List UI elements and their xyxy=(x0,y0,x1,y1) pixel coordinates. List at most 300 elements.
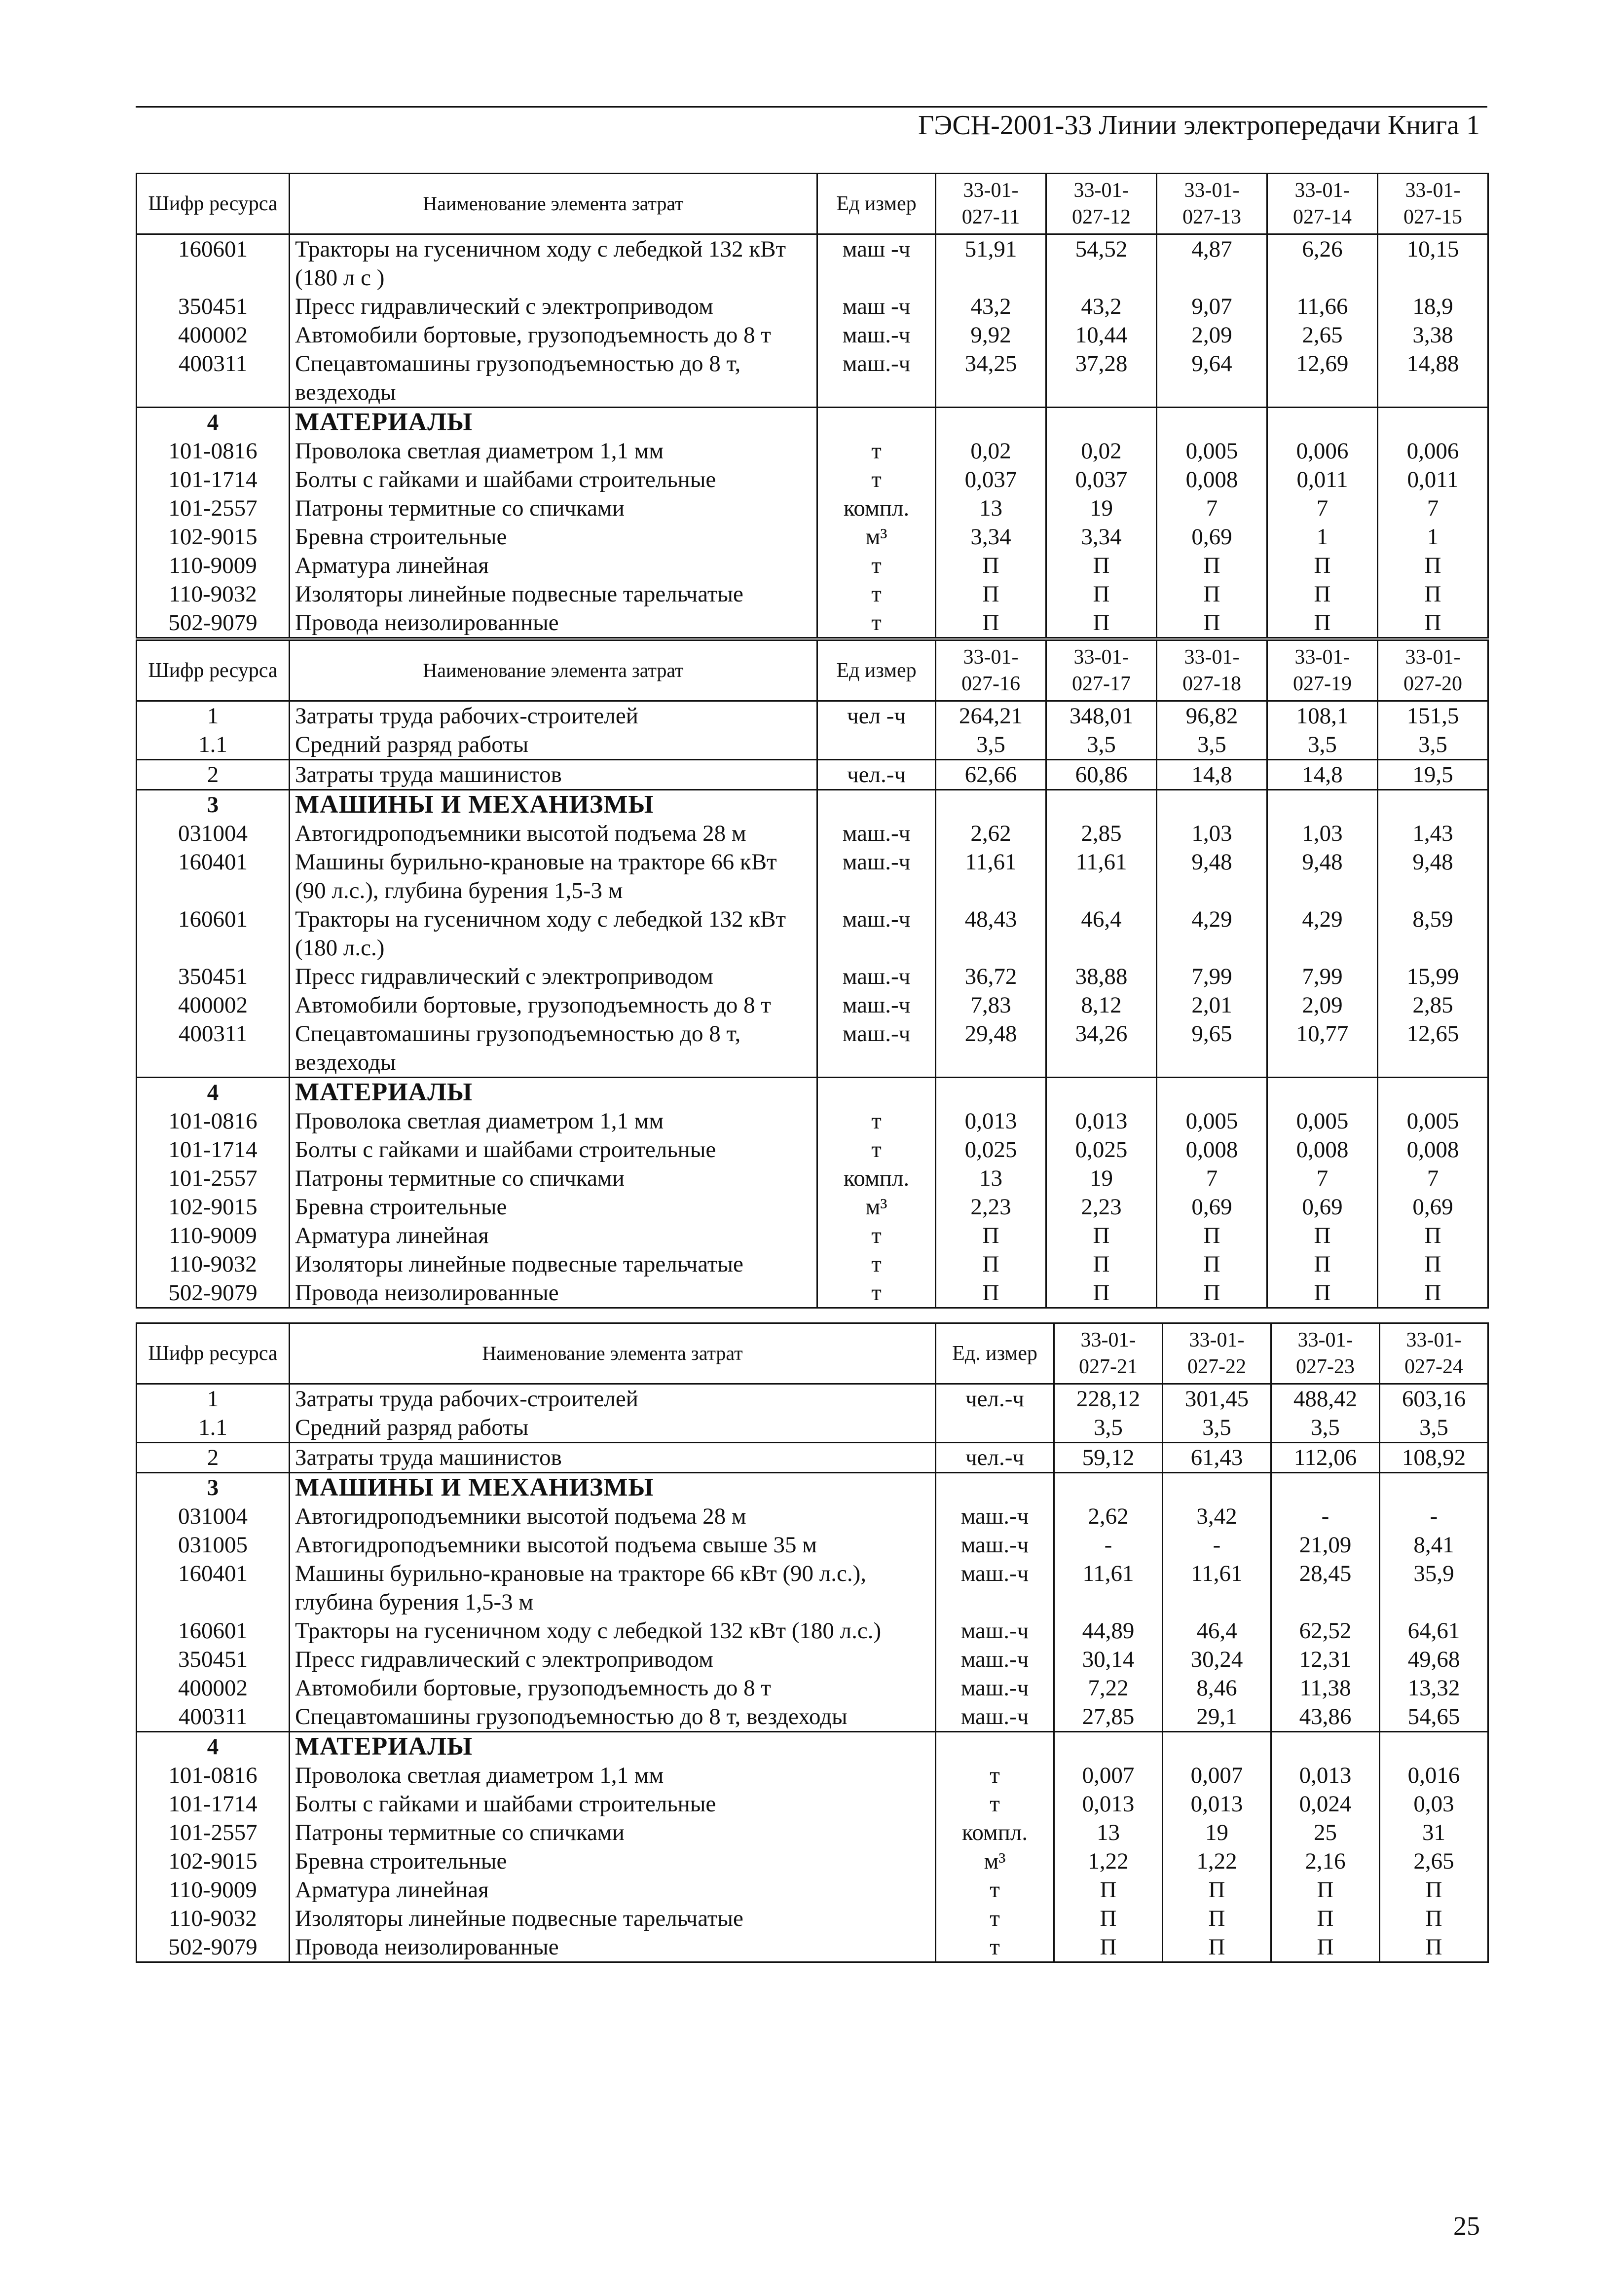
norm-value: 12,69 xyxy=(1267,349,1378,408)
resource-code: 400002 xyxy=(137,321,290,349)
norm-value: П xyxy=(1157,608,1267,638)
resource-code: 350451 xyxy=(137,292,290,321)
header-row xyxy=(137,174,1488,234)
resource-code: 1 xyxy=(137,701,290,731)
norm-value: 2,85 xyxy=(1378,991,1488,1019)
norm-value: П xyxy=(1157,1221,1267,1250)
resource-code: 1 xyxy=(137,1384,290,1414)
table-row xyxy=(137,408,1488,437)
resource-code: 502-9079 xyxy=(137,1933,290,1962)
resource-unit: м³ xyxy=(936,1847,1054,1876)
header-norm-code: 33-01- 027-16 xyxy=(936,640,1046,701)
norm-value: П xyxy=(1054,1876,1163,1904)
resource-name: МАТЕРИАЛЫ xyxy=(290,408,817,437)
resource-code: 160401 xyxy=(137,848,290,905)
resource-name: Проволока светлая диаметром 1,1 мм xyxy=(290,437,817,465)
resource-unit: маш.-ч xyxy=(817,321,936,349)
resource-code: 110-9032 xyxy=(137,580,290,608)
norm-value: 0,005 xyxy=(1267,1107,1378,1135)
cost-table-3 xyxy=(136,1322,1489,1963)
norm-value: 7 xyxy=(1378,1164,1488,1193)
resource-unit: компл. xyxy=(817,494,936,523)
header-row xyxy=(137,640,1488,701)
resource-code: 160601 xyxy=(137,905,290,962)
norm-value: 2,01 xyxy=(1157,991,1267,1019)
resource-unit: м³ xyxy=(817,523,936,551)
resource-unit: чел.-ч xyxy=(817,760,936,790)
norm-value: 7 xyxy=(1267,494,1378,523)
norm-value: 4,87 xyxy=(1157,234,1267,293)
norm-value: 0,69 xyxy=(1157,1193,1267,1221)
norm-value: 3,34 xyxy=(936,523,1046,551)
norm-value: 8,46 xyxy=(1163,1674,1271,1702)
resource-name: Изоляторы линейные подвесные тарельчатые xyxy=(290,580,817,608)
header-norm-code: 33-01- 027-21 xyxy=(1054,1323,1163,1384)
norm-value: 1 xyxy=(1378,523,1488,551)
norm-value: 6,26 xyxy=(1267,234,1378,293)
resource-name: Автогидроподъемники высотой подъема свыше 35 м xyxy=(290,1531,936,1559)
norm-value xyxy=(1046,408,1157,437)
table-row xyxy=(137,349,1488,408)
norm-value: 12,65 xyxy=(1378,1019,1488,1078)
resource-code: 110-9009 xyxy=(137,551,290,580)
norm-value: 9,92 xyxy=(936,321,1046,349)
resource-unit xyxy=(817,730,936,760)
resource-code: 101-2557 xyxy=(137,494,290,523)
header-code: Шифр ресурса xyxy=(137,640,290,701)
resource-unit: т xyxy=(936,1790,1054,1818)
norm-value: 0,008 xyxy=(1157,1135,1267,1164)
header-unit: Ед измер xyxy=(817,174,936,234)
norm-value: П xyxy=(1157,551,1267,580)
table-row xyxy=(137,465,1488,494)
norm-value: П xyxy=(1267,1221,1378,1250)
norm-value: П xyxy=(1267,1278,1378,1308)
resource-code: 102-9015 xyxy=(137,1193,290,1221)
resource-name: Автогидроподъемники высотой подъема 28 м xyxy=(290,1502,936,1531)
norm-value: 1,22 xyxy=(1054,1847,1163,1876)
resource-name: Болты с гайками и шайбами строительные xyxy=(290,465,817,494)
norm-value: 46,4 xyxy=(1046,905,1157,962)
resource-name: Бревна строительные xyxy=(290,1193,817,1221)
norm-value: 3,38 xyxy=(1378,321,1488,349)
resource-unit: т xyxy=(817,551,936,580)
norm-value: 1,43 xyxy=(1378,819,1488,848)
resource-unit: маш.-ч xyxy=(936,1616,1054,1645)
norm-value: 3,5 xyxy=(1380,1413,1488,1443)
resource-name: Затраты труда рабочих-строителей xyxy=(290,701,817,731)
norm-value: 7 xyxy=(1157,494,1267,523)
norm-value: 29,48 xyxy=(936,1019,1046,1078)
norm-value: 14,8 xyxy=(1157,760,1267,790)
norm-value: 96,82 xyxy=(1157,701,1267,731)
table-row xyxy=(137,730,1488,760)
table-row xyxy=(137,1221,1488,1250)
norm-value: П xyxy=(936,1278,1046,1308)
norm-value: 29,1 xyxy=(1163,1702,1271,1732)
resource-unit: т xyxy=(817,1250,936,1278)
norm-value: 0,005 xyxy=(1157,1107,1267,1135)
norm-value: 0,037 xyxy=(936,465,1046,494)
table-row xyxy=(137,819,1488,848)
norm-value: 43,2 xyxy=(936,292,1046,321)
resource-code: 3 xyxy=(137,790,290,820)
resource-unit: м³ xyxy=(817,1193,936,1221)
header-norm-code: 33-01- 027-17 xyxy=(1046,640,1157,701)
table-row xyxy=(137,1933,1488,1962)
resource-code: 400311 xyxy=(137,1702,290,1732)
resource-name: Провода неизолированные xyxy=(290,1278,817,1308)
norm-value: 37,28 xyxy=(1046,349,1157,408)
table-row xyxy=(137,523,1488,551)
norm-value: 0,69 xyxy=(1378,1193,1488,1221)
table-row xyxy=(137,1790,1488,1818)
norm-value: 0,024 xyxy=(1271,1790,1380,1818)
table-row xyxy=(137,292,1488,321)
norm-value: 34,25 xyxy=(936,349,1046,408)
norm-value: 0,02 xyxy=(936,437,1046,465)
header-norm-code: 33-01- 027-20 xyxy=(1378,640,1488,701)
norm-value: 2,23 xyxy=(936,1193,1046,1221)
table-row xyxy=(137,1164,1488,1193)
norm-value: П xyxy=(1157,580,1267,608)
norm-value: 0,03 xyxy=(1380,1790,1488,1818)
resource-unit: т xyxy=(817,580,936,608)
header-norm-code: 33-01- 027-14 xyxy=(1267,174,1378,234)
norm-value: 0,005 xyxy=(1157,437,1267,465)
header-norm-code: 33-01- 027-15 xyxy=(1378,174,1488,234)
norm-value: 2,09 xyxy=(1157,321,1267,349)
cost-table-2 xyxy=(136,639,1489,1309)
resource-code: 400311 xyxy=(137,1019,290,1078)
resource-code: 502-9079 xyxy=(137,1278,290,1308)
norm-value: - xyxy=(1163,1531,1271,1559)
norm-value: 31 xyxy=(1380,1818,1488,1847)
norm-value: 11,61 xyxy=(1046,848,1157,905)
resource-code: 031004 xyxy=(137,1502,290,1531)
norm-value: 51,91 xyxy=(936,234,1046,293)
norm-value: 9,65 xyxy=(1157,1019,1267,1078)
resource-name: Провода неизолированные xyxy=(290,608,817,638)
norm-value: 0,69 xyxy=(1157,523,1267,551)
norm-value xyxy=(936,1078,1046,1107)
resource-name: Бревна строительные xyxy=(290,1847,936,1876)
norm-value: 28,45 xyxy=(1271,1559,1380,1616)
norm-value: 2,65 xyxy=(1380,1847,1488,1876)
norm-value: 46,4 xyxy=(1163,1616,1271,1645)
norm-value: 1,22 xyxy=(1163,1847,1271,1876)
resource-name: Автомобили бортовые, грузоподъемность до 8 т xyxy=(290,991,817,1019)
norm-value: 0,69 xyxy=(1267,1193,1378,1221)
norm-value: 13,32 xyxy=(1380,1674,1488,1702)
resource-unit: т xyxy=(817,1107,936,1135)
norm-value: П xyxy=(1267,580,1378,608)
header-unit: Ед. измер xyxy=(936,1323,1054,1384)
resource-code: 110-9009 xyxy=(137,1876,290,1904)
resource-unit: маш.-ч xyxy=(936,1559,1054,1616)
norm-value: 9,48 xyxy=(1378,848,1488,905)
norm-value: 3,42 xyxy=(1163,1502,1271,1531)
norm-value: П xyxy=(936,1250,1046,1278)
norm-value: 0,02 xyxy=(1046,437,1157,465)
table-row xyxy=(137,905,1488,962)
resource-name: Затраты труда машинистов xyxy=(290,1443,936,1473)
norm-value: П xyxy=(1054,1904,1163,1933)
norm-value: П xyxy=(1267,1250,1378,1278)
resource-name: Тракторы на гусеничном ходу с лебедкой 132 кВт (180 л с ) xyxy=(290,234,817,293)
table-row xyxy=(137,1473,1488,1502)
resource-unit: маш -ч xyxy=(817,292,936,321)
norm-value: 3,5 xyxy=(1271,1413,1380,1443)
table-row xyxy=(137,1278,1488,1308)
resource-unit xyxy=(817,408,936,437)
norm-value: 62,66 xyxy=(936,760,1046,790)
norm-value xyxy=(1271,1473,1380,1502)
norm-value: 11,66 xyxy=(1267,292,1378,321)
norm-value xyxy=(1378,1078,1488,1107)
norm-value: 0,013 xyxy=(1054,1790,1163,1818)
norm-value: П xyxy=(1271,1904,1380,1933)
norm-value: 7 xyxy=(1378,494,1488,523)
table-row xyxy=(137,962,1488,991)
norm-value: - xyxy=(1380,1502,1488,1531)
norm-value: 301,45 xyxy=(1163,1384,1271,1414)
norm-value: 488,42 xyxy=(1271,1384,1380,1414)
norm-value: 61,43 xyxy=(1163,1443,1271,1473)
resource-code: 102-9015 xyxy=(137,1847,290,1876)
table-row xyxy=(137,1616,1488,1645)
norm-value: 0,025 xyxy=(1046,1135,1157,1164)
norm-value: 1,03 xyxy=(1267,819,1378,848)
norm-value: 34,26 xyxy=(1046,1019,1157,1078)
norm-value: 8,41 xyxy=(1380,1531,1488,1559)
resource-name: Средний разряд работы xyxy=(290,1413,936,1443)
resource-code: 101-1714 xyxy=(137,1135,290,1164)
table-row xyxy=(137,551,1488,580)
table-row xyxy=(137,1531,1488,1559)
resource-name: МАТЕРИАЛЫ xyxy=(290,1078,817,1107)
table-row xyxy=(137,1904,1488,1933)
resource-code: 110-9032 xyxy=(137,1904,290,1933)
resource-code: 3 xyxy=(137,1473,290,1502)
resource-code: 400002 xyxy=(137,991,290,1019)
header-norm-code: 33-01- 027-22 xyxy=(1163,1323,1271,1384)
norm-value: 3,5 xyxy=(1046,730,1157,760)
norm-value xyxy=(936,790,1046,820)
norm-value xyxy=(1380,1473,1488,1502)
norm-value: 19,5 xyxy=(1378,760,1488,790)
resource-code: 1.1 xyxy=(137,730,290,760)
norm-value: 264,21 xyxy=(936,701,1046,731)
norm-value: П xyxy=(1046,580,1157,608)
resource-code: 160401 xyxy=(137,1559,290,1616)
table-row xyxy=(137,1107,1488,1135)
norm-value: 4,29 xyxy=(1157,905,1267,962)
norm-value: 0,016 xyxy=(1380,1761,1488,1790)
resource-unit: маш.-ч xyxy=(817,962,936,991)
resource-name: Изоляторы линейные подвесные тарельчатые xyxy=(290,1904,936,1933)
norm-value: 0,011 xyxy=(1267,465,1378,494)
norm-value: 0,006 xyxy=(1267,437,1378,465)
resource-code: 400002 xyxy=(137,1674,290,1702)
norm-value: П xyxy=(1046,1278,1157,1308)
norm-value: 64,61 xyxy=(1380,1616,1488,1645)
resource-name: МАШИНЫ И МЕХАНИЗМЫ xyxy=(290,1473,936,1502)
resource-name: Спецавтомашины грузоподъемностью до 8 т, вездеходы xyxy=(290,349,817,408)
norm-value: П xyxy=(936,1221,1046,1250)
resource-name: Автомобили бортовые, грузоподъемность до 8 т xyxy=(290,321,817,349)
norm-value xyxy=(1163,1473,1271,1502)
norm-value: 3,5 xyxy=(1163,1413,1271,1443)
norm-value xyxy=(1163,1732,1271,1762)
resource-code: 101-1714 xyxy=(137,1790,290,1818)
norm-value: 3,5 xyxy=(1157,730,1267,760)
resource-unit xyxy=(817,790,936,820)
header-norm-code: 33-01- 027-24 xyxy=(1380,1323,1488,1384)
table-row xyxy=(137,608,1488,638)
page-header-title: ГЭСН-2001-33 Линии электропередачи Книга 1 xyxy=(918,110,1480,141)
header-norm-code: 33-01- 027-13 xyxy=(1157,174,1267,234)
resource-name: Изоляторы линейные подвесные тарельчатые xyxy=(290,1250,817,1278)
norm-value: 10,15 xyxy=(1378,234,1488,293)
resource-code: 101-1714 xyxy=(137,465,290,494)
norm-value: 13 xyxy=(936,494,1046,523)
resource-code: 4 xyxy=(137,1078,290,1107)
norm-value: П xyxy=(1046,608,1157,638)
norm-value: 21,09 xyxy=(1271,1531,1380,1559)
resource-unit: чел -ч xyxy=(817,701,936,731)
norm-value: 54,52 xyxy=(1046,234,1157,293)
table-row xyxy=(137,1413,1488,1443)
norm-value: 49,68 xyxy=(1380,1645,1488,1674)
resource-code: 101-0816 xyxy=(137,437,290,465)
norm-value: 7,22 xyxy=(1054,1674,1163,1702)
norm-value: 60,86 xyxy=(1046,760,1157,790)
norm-value: П xyxy=(1378,608,1488,638)
table-row xyxy=(137,991,1488,1019)
norm-value: П xyxy=(1380,1933,1488,1962)
table-row xyxy=(137,1078,1488,1107)
header-name: Наименование элемента затрат xyxy=(290,1323,936,1384)
norm-value: 3,34 xyxy=(1046,523,1157,551)
norm-value: П xyxy=(1380,1876,1488,1904)
norm-value: 0,013 xyxy=(1046,1107,1157,1135)
norm-value: 11,61 xyxy=(1054,1559,1163,1616)
norm-value: 9,07 xyxy=(1157,292,1267,321)
table-row xyxy=(137,1384,1488,1414)
resource-name: Спецавтомашины грузоподъемностью до 8 т, вездеходы xyxy=(290,1019,817,1078)
norm-value: П xyxy=(1046,1250,1157,1278)
norm-value: 3,5 xyxy=(1378,730,1488,760)
norm-value: 35,9 xyxy=(1380,1559,1488,1616)
resource-unit: маш -ч xyxy=(817,234,936,293)
norm-value xyxy=(1378,790,1488,820)
resource-name: Патроны термитные со спичками xyxy=(290,1164,817,1193)
norm-value: 151,5 xyxy=(1378,701,1488,731)
resource-unit: маш.-ч xyxy=(817,349,936,408)
norm-value: П xyxy=(1271,1876,1380,1904)
table-row xyxy=(137,1818,1488,1847)
norm-value xyxy=(1157,1078,1267,1107)
norm-value: П xyxy=(936,580,1046,608)
norm-value xyxy=(1378,408,1488,437)
norm-value: 25 xyxy=(1271,1818,1380,1847)
norm-value: 2,16 xyxy=(1271,1847,1380,1876)
resource-unit: т xyxy=(936,1904,1054,1933)
resource-code: 031004 xyxy=(137,819,290,848)
norm-value: 2,62 xyxy=(936,819,1046,848)
resource-unit: маш.-ч xyxy=(936,1702,1054,1732)
norm-value: 8,12 xyxy=(1046,991,1157,1019)
norm-value: 8,59 xyxy=(1378,905,1488,962)
norm-value: 2,65 xyxy=(1267,321,1378,349)
resource-unit: т xyxy=(817,1135,936,1164)
norm-value: 0,013 xyxy=(1271,1761,1380,1790)
resource-code: 101-2557 xyxy=(137,1164,290,1193)
norm-value: П xyxy=(1163,1876,1271,1904)
resource-name: МАТЕРИАЛЫ xyxy=(290,1732,936,1762)
norm-value: 3,5 xyxy=(936,730,1046,760)
norm-value: 30,24 xyxy=(1163,1645,1271,1674)
resource-name: Машины бурильно-крановые на тракторе 66 кВт (90 л.с.), глубина бурения 1,5-3 м xyxy=(290,1559,936,1616)
header-norm-code: 33-01- 027-19 xyxy=(1267,640,1378,701)
norm-value xyxy=(1157,790,1267,820)
norm-value: 9,48 xyxy=(1157,848,1267,905)
norm-value xyxy=(1046,1078,1157,1107)
norm-value: 27,85 xyxy=(1054,1702,1163,1732)
header-name: Наименование элемента затрат xyxy=(290,640,817,701)
norm-value: 2,62 xyxy=(1054,1502,1163,1531)
norm-value xyxy=(1054,1732,1163,1762)
resource-unit: маш.-ч xyxy=(817,819,936,848)
norm-value: 36,72 xyxy=(936,962,1046,991)
norm-value: 3,5 xyxy=(1267,730,1378,760)
norm-value: 0,008 xyxy=(1267,1135,1378,1164)
norm-value: 9,64 xyxy=(1157,349,1267,408)
norm-value: П xyxy=(1378,580,1488,608)
norm-value: - xyxy=(1271,1502,1380,1531)
norm-value: П xyxy=(936,551,1046,580)
resource-code: 110-9032 xyxy=(137,1250,290,1278)
resource-unit: чел.-ч xyxy=(936,1384,1054,1414)
resource-name: Тракторы на гусеничном ходу с лебедкой 132 кВт (180 л.с.) xyxy=(290,1616,936,1645)
norm-value: 348,01 xyxy=(1046,701,1157,731)
resource-unit: маш.-ч xyxy=(817,848,936,905)
norm-value: 112,06 xyxy=(1271,1443,1380,1473)
resource-code: 160601 xyxy=(137,1616,290,1645)
resource-unit: т xyxy=(817,437,936,465)
header-code: Шифр ресурса xyxy=(137,1323,290,1384)
resource-name: Средний разряд работы xyxy=(290,730,817,760)
table-row xyxy=(137,1876,1488,1904)
norm-value: 9,48 xyxy=(1267,848,1378,905)
norm-value: 2,85 xyxy=(1046,819,1157,848)
table-row xyxy=(137,1645,1488,1674)
resource-name: Арматура линейная xyxy=(290,551,817,580)
norm-value: 10,77 xyxy=(1267,1019,1378,1078)
resource-unit: маш.-ч xyxy=(936,1674,1054,1702)
table-row xyxy=(137,1559,1488,1616)
norm-value: П xyxy=(1378,1278,1488,1308)
resource-code: 101-0816 xyxy=(137,1107,290,1135)
resource-code: 110-9009 xyxy=(137,1221,290,1250)
resource-name: Спецавтомашины грузоподъемностью до 8 т, вездеходы xyxy=(290,1702,936,1732)
norm-value: 7 xyxy=(1157,1164,1267,1193)
norm-value: 14,8 xyxy=(1267,760,1378,790)
table-row xyxy=(137,1761,1488,1790)
table-row xyxy=(137,1193,1488,1221)
norm-value: 0,013 xyxy=(1163,1790,1271,1818)
